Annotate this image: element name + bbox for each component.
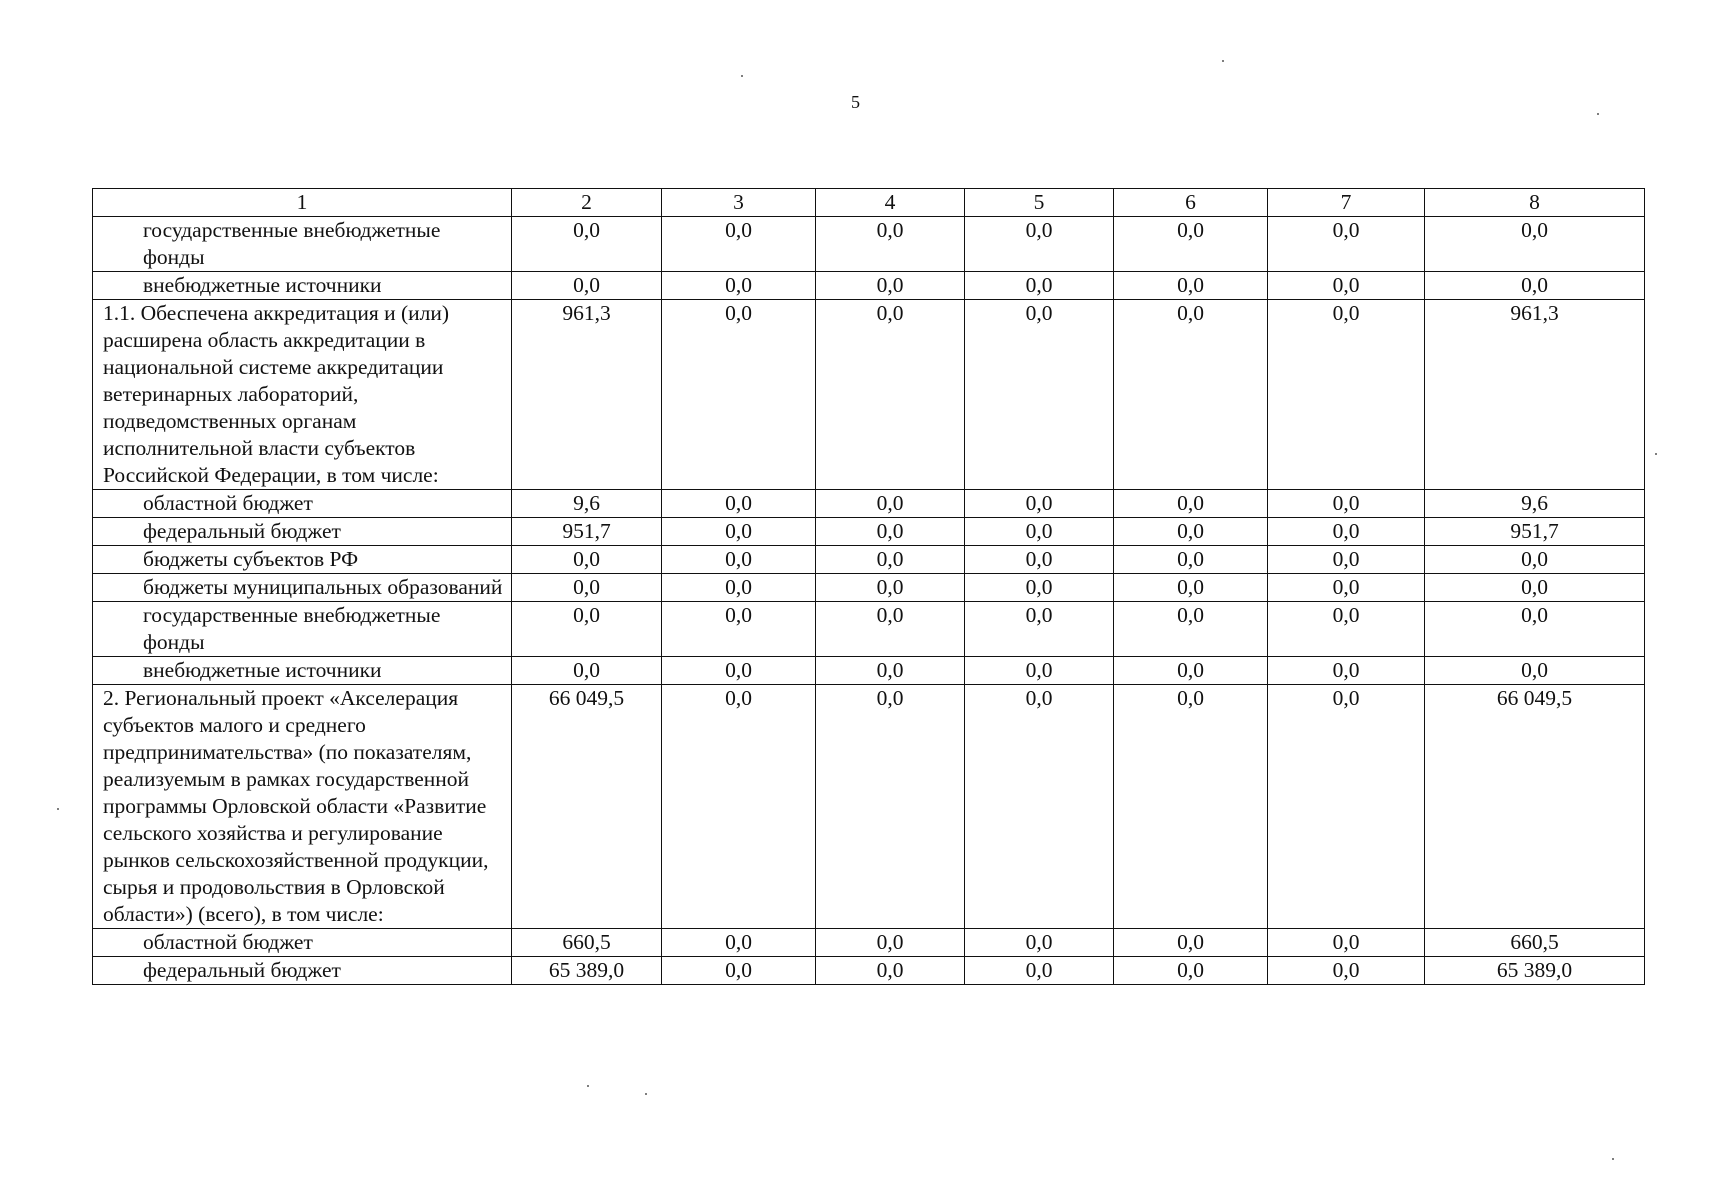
value-cell: 0,0 (816, 957, 965, 985)
value-cell: 0,0 (965, 546, 1114, 574)
table-row (93, 217, 1645, 272)
value-cell: 0,0 (965, 685, 1114, 929)
value-cell: 0,0 (662, 300, 816, 490)
value-cell: 0,0 (816, 929, 965, 957)
value-cell: 0,0 (1114, 300, 1268, 490)
table-row (93, 574, 1645, 602)
table-row (93, 957, 1645, 985)
value-cell: 0,0 (816, 657, 965, 685)
row-label: федеральный бюджет (93, 957, 512, 985)
column-header-8: 8 (1425, 189, 1645, 217)
value-cell: 0,0 (816, 685, 965, 929)
value-cell: 0,0 (662, 657, 816, 685)
value-cell: 0,0 (662, 272, 816, 300)
value-cell: 0,0 (965, 957, 1114, 985)
scan-speck (741, 75, 743, 77)
value-cell: 0,0 (816, 574, 965, 602)
value-cell: 0,0 (1268, 657, 1425, 685)
value-cell: 66 049,5 (512, 685, 662, 929)
value-cell: 0,0 (1114, 602, 1268, 657)
value-cell: 0,0 (965, 490, 1114, 518)
value-cell: 0,0 (1268, 518, 1425, 546)
value-cell: 0,0 (1425, 272, 1645, 300)
column-header-7: 7 (1268, 189, 1425, 217)
value-cell: 0,0 (1268, 929, 1425, 957)
column-header-2: 2 (512, 189, 662, 217)
value-cell: 0,0 (662, 574, 816, 602)
value-cell: 660,5 (512, 929, 662, 957)
scan-speck (645, 1093, 647, 1095)
value-cell: 0,0 (965, 518, 1114, 546)
value-cell: 0,0 (1268, 574, 1425, 602)
value-cell: 951,7 (1425, 518, 1645, 546)
value-cell: 961,3 (512, 300, 662, 490)
value-cell: 0,0 (1268, 602, 1425, 657)
value-cell: 0,0 (512, 217, 662, 272)
value-cell: 0,0 (1114, 490, 1268, 518)
value-cell: 0,0 (1114, 546, 1268, 574)
scan-speck (587, 1085, 589, 1087)
value-cell: 0,0 (1114, 685, 1268, 929)
value-cell: 0,0 (1268, 546, 1425, 574)
column-header-4: 4 (816, 189, 965, 217)
table-row (93, 546, 1645, 574)
value-cell: 0,0 (1268, 300, 1425, 490)
value-cell: 0,0 (1114, 574, 1268, 602)
row-label: внебюджетные источники (93, 657, 512, 685)
row-label: государственные внебюджетные фонды (93, 602, 512, 657)
row-label: федеральный бюджет (93, 518, 512, 546)
value-cell: 65 389,0 (512, 957, 662, 985)
value-cell: 0,0 (662, 490, 816, 518)
value-cell: 0,0 (1425, 602, 1645, 657)
row-label: 2. Региональный проект «Акселерация субъектов малого и среднего предпринимательства» (по показателям, реализуемым в рамках государственной программы Орловской области «Развитие сельского хозяйства и регулирование рынков сельскохозяйственной продукции, сырья и продовольствия в Орловской области») (всего), в том числе: (93, 685, 512, 929)
column-header-5: 5 (965, 189, 1114, 217)
value-cell: 0,0 (512, 272, 662, 300)
table-row (93, 929, 1645, 957)
value-cell: 0,0 (662, 602, 816, 657)
value-cell: 961,3 (1425, 300, 1645, 490)
value-cell: 0,0 (662, 217, 816, 272)
scan-speck (1612, 1158, 1614, 1160)
value-cell: 0,0 (512, 602, 662, 657)
value-cell: 0,0 (1425, 574, 1645, 602)
value-cell: 0,0 (512, 657, 662, 685)
value-cell: 0,0 (1114, 957, 1268, 985)
column-header-1: 1 (93, 189, 512, 217)
value-cell: 0,0 (816, 300, 965, 490)
value-cell: 0,0 (965, 602, 1114, 657)
value-cell: 0,0 (1114, 929, 1268, 957)
row-label: бюджеты муниципальных образований (93, 574, 512, 602)
value-cell: 0,0 (662, 518, 816, 546)
value-cell: 0,0 (816, 272, 965, 300)
value-cell: 951,7 (512, 518, 662, 546)
value-cell: 0,0 (965, 300, 1114, 490)
column-header-row (93, 189, 1645, 217)
value-cell: 0,0 (816, 546, 965, 574)
value-cell: 0,0 (662, 957, 816, 985)
value-cell: 0,0 (816, 518, 965, 546)
table-row (93, 490, 1645, 518)
value-cell: 0,0 (1114, 518, 1268, 546)
value-cell: 0,0 (512, 546, 662, 574)
row-label: бюджеты субъектов РФ (93, 546, 512, 574)
scan-speck (57, 808, 59, 810)
value-cell: 0,0 (1268, 490, 1425, 518)
value-cell: 9,6 (1425, 490, 1645, 518)
value-cell: 0,0 (1425, 217, 1645, 272)
row-label: областной бюджет (93, 490, 512, 518)
table-row (93, 657, 1645, 685)
value-cell: 0,0 (965, 929, 1114, 957)
scan-speck (1222, 60, 1224, 62)
value-cell: 0,0 (1114, 217, 1268, 272)
value-cell: 0,0 (1425, 657, 1645, 685)
value-cell: 0,0 (965, 574, 1114, 602)
value-cell: 0,0 (662, 685, 816, 929)
column-header-3: 3 (662, 189, 816, 217)
value-cell: 0,0 (1268, 272, 1425, 300)
row-label: государственные внебюджетные фонды (93, 217, 512, 272)
value-cell: 0,0 (1114, 657, 1268, 685)
table-row (93, 272, 1645, 300)
value-cell: 0,0 (965, 217, 1114, 272)
value-cell: 0,0 (965, 272, 1114, 300)
row-label: областной бюджет (93, 929, 512, 957)
table-row (93, 300, 1645, 490)
value-cell: 66 049,5 (1425, 685, 1645, 929)
budget-table (92, 188, 1645, 985)
table-row (93, 602, 1645, 657)
value-cell: 0,0 (1114, 272, 1268, 300)
value-cell: 660,5 (1425, 929, 1645, 957)
value-cell: 0,0 (816, 490, 965, 518)
table-row (93, 685, 1645, 929)
table-row (93, 518, 1645, 546)
value-cell: 0,0 (1268, 685, 1425, 929)
value-cell: 0,0 (816, 602, 965, 657)
scan-speck (1597, 113, 1599, 115)
page-number: 5 (851, 92, 860, 112)
row-label: внебюджетные источники (93, 272, 512, 300)
value-cell: 0,0 (662, 929, 816, 957)
value-cell: 0,0 (965, 657, 1114, 685)
value-cell: 0,0 (1425, 546, 1645, 574)
value-cell: 9,6 (512, 490, 662, 518)
value-cell: 0,0 (1268, 217, 1425, 272)
value-cell: 0,0 (1268, 957, 1425, 985)
row-label: 1.1. Обеспечена аккредитация и (или) расширена область аккредитации в национальной системе аккредитации ветеринарных лабораторий, подведомственных органам исполнительной власти субъектов Российской Федерации, в том числе: (93, 300, 512, 490)
value-cell: 0,0 (816, 217, 965, 272)
column-header-6: 6 (1114, 189, 1268, 217)
value-cell: 65 389,0 (1425, 957, 1645, 985)
value-cell: 0,0 (512, 574, 662, 602)
scan-speck (1655, 453, 1657, 455)
table-body (93, 189, 1645, 985)
value-cell: 0,0 (662, 546, 816, 574)
